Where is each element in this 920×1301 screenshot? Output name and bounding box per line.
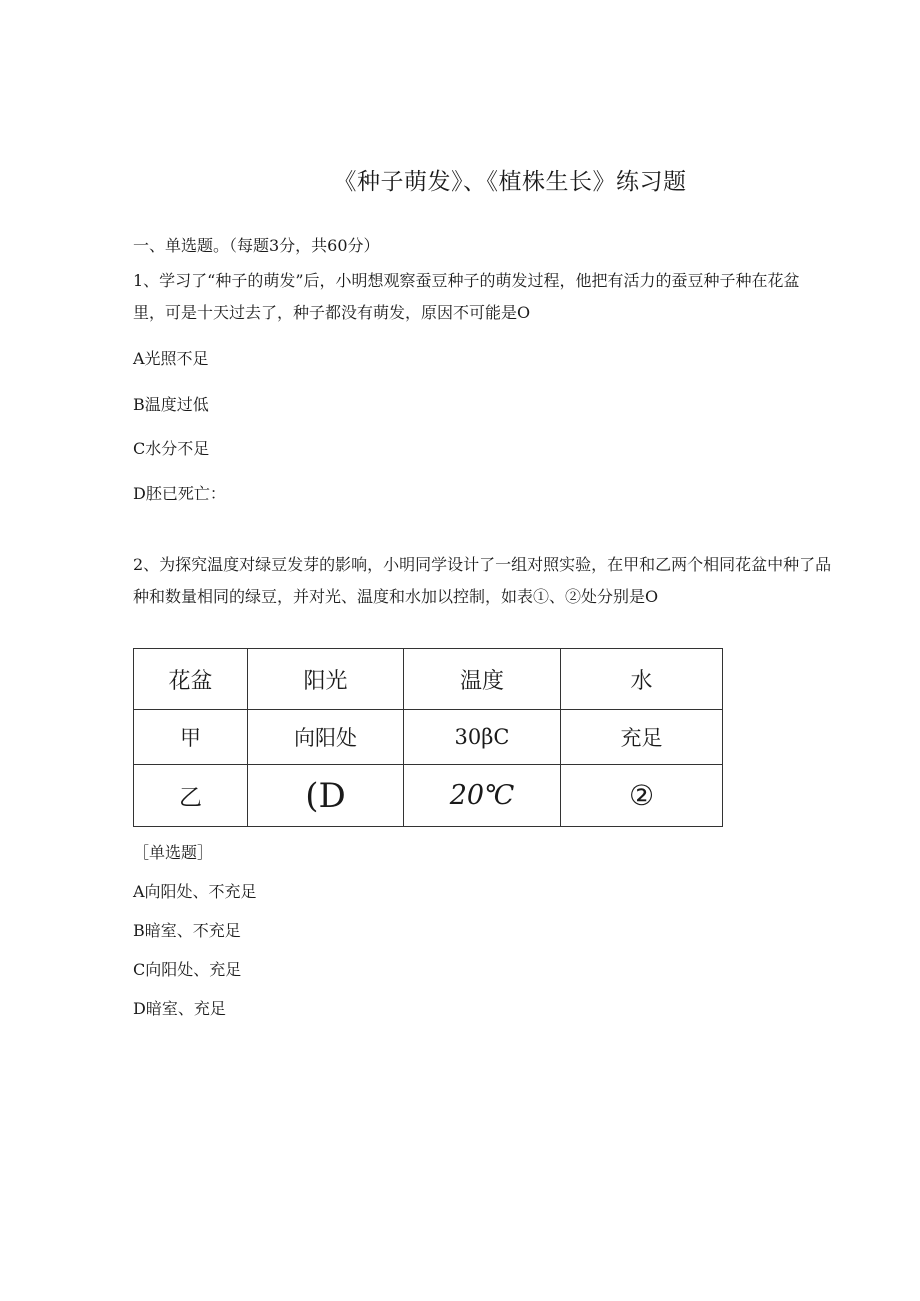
q1-option-c[interactable]: C水分不足 bbox=[133, 439, 210, 458]
table-cell: ② bbox=[561, 765, 723, 827]
header-cell-sunlight: 阳光 bbox=[248, 649, 404, 710]
q1-option-a[interactable]: A光照不足 bbox=[133, 349, 209, 368]
table-cell: 甲 bbox=[134, 710, 248, 765]
q2-stem-line2: 种和数量相同的绿豆，并对光、温度和水加以控制，如表①、②处分别是O bbox=[133, 587, 659, 606]
q2-option-c[interactable]: C向阳处、充足 bbox=[133, 960, 242, 979]
table-row bbox=[134, 765, 723, 827]
q1-option-d[interactable]: D胚已死亡： bbox=[133, 484, 226, 503]
table-cell: 乙 bbox=[134, 765, 248, 827]
q2-option-b[interactable]: B暗室、不充足 bbox=[133, 921, 241, 940]
header-cell-pot: 花盆 bbox=[134, 649, 248, 710]
table-cell: (D bbox=[248, 765, 404, 827]
q1-stem-line2: 里，可是十天过去了，种子都没有萌发，原因不可能是O bbox=[133, 303, 531, 322]
q2-stem-line1: 2、为探究温度对绿豆发芽的影响，小明同学设计了一组对照实验，在甲和乙两个相同花盆中种了品 bbox=[133, 555, 832, 574]
table-cell: 20℃ bbox=[404, 765, 561, 827]
section-heading: 一、单选题。（每题3分，共60分） bbox=[133, 236, 380, 255]
table-cell: 充足 bbox=[561, 710, 723, 765]
q1-stem-line1: 1、学习了“种子的萌发”后，小明想观察蚕豆种子的萌发过程，他把有活力的蚕豆种子种在花盆 bbox=[133, 271, 800, 290]
header-cell-temperature: 温度 bbox=[404, 649, 561, 710]
table-row bbox=[134, 710, 723, 765]
table-cell: 向阳处 bbox=[248, 710, 404, 765]
q2-option-d[interactable]: D暗室、充足 bbox=[133, 999, 226, 1018]
page-title: 《种子萌发》、《植株生长》练习题 bbox=[333, 169, 687, 195]
q2-option-a[interactable]: A向阳处、不充足 bbox=[133, 882, 257, 901]
experiment-table bbox=[133, 648, 723, 827]
table-header-row bbox=[134, 649, 723, 710]
q2-type-label: ［单选题］ bbox=[133, 843, 214, 862]
q1-option-b[interactable]: B温度过低 bbox=[133, 395, 209, 414]
header-cell-water: 水 bbox=[561, 649, 723, 710]
table-cell: 30βC bbox=[404, 710, 561, 765]
